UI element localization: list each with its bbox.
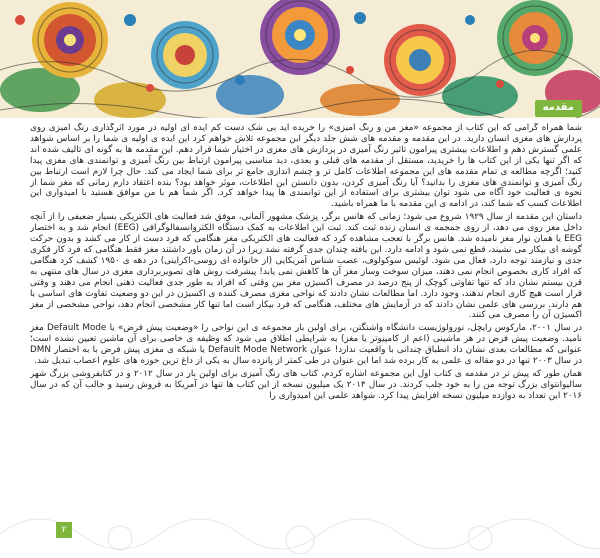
- body-paragraph: همان طور که پیش تر در مقدمه ی کتاب اول این مجموعه اشاره کردم، کتاب های رنگ آمیزی برای اولین بار در سال ۲۰۱۲ و در کتابفروشی بزرگ شهر سالیوانتوای بزرگ توجه من را به خود جلب کردند. در سال ۲۰۱۴ یک میلیون نسخه از این کتاب ها تنها در آمریکا به فروش رسید و جالب آن که در سال ۲۰۱۶ این تعداد به دوازده میلیون نسخه افزایش پیدا کرد. شواهد علمی این امیدواری را: [30, 368, 582, 401]
- body-paragraph: در سال ۲۰۰۱، مارکوس رایچل، نورولوژیست دانشگاه واشنگتن، برای اولین بار مجموعه ی این نواحی را «وضعیت پیش فرض» یا Default Mode مغز نامید. وضعیت پیش فرض در هر ماشینی (اعم از کامپیوتر یا مغز) به شرایطی اطلاق می شود که وظیفه ی خاصی برای آن ماشین تعیین نشده است؛ عنوانی که مطالعات بعدی نشان داد انطباق چندانی با واقعیت ندارد! عنوان Default Mode Network یا شبکه ی مغزی پیش فرض با به اختصار DMN در سال ۲۰۰۳ تنها در دو مقاله ی علمی به کار برده شد اما این عنوان در طی کمتر از پانزده سال به یکی از داغ ترین حوزه های علوم اعصاب تبدیل شد.: [30, 323, 582, 367]
- mandala-illustration: [0, 0, 600, 118]
- body-paragraph: داستان این مقدمه از سال ۱۹۲۹ شروع می شود؛ زمانی که هانس برگر، پزشک مشهور آلمانی، موفق شد فعالیت های الکتریکی بسیار ضعیفی را از آنچه داخل مغز روی می دهد، از روی جمجمه ی انسان زنده ثبت کند. ثبت این اطلاعات به کمک دستگاه الکتروانسفالوگرافی (EEG) انجام شد و به اختصار EEG یا همان نوار مغز نامیده شد. هانس برگر با تعجب مشاهده کرد که فعالیت های الکتریکی مغز هنگامی که فرد دست از کار می کشد و بدون حرکت گوشه ای بیکار می نشیند، قطع نمی شود و ادامه دارد. این یافته چندان جدی گرفته نشد زیرا در آن زمان باور داشتند مغز فقط هنگامی که فرد کار فکری جدی و نیازمند توجه دارد، فعال می شود. لوئیس سوکولوف، عصب شناس آمریکایی (از خانواده ای روسی-اکراینی) در دهه ی ۱۹۵۰ کشف کرد هنگامی که افراد کاری بخصوص انجام نمی دهند، میزان سوخت وساز مغز آن ها کاهش نمی یابد! پیشرفت روش های تصویربرداری مغزی در سال های منتهی به قرن بیستم نشان داد که تنها تفاوتی کوچک از پنج درصد در مصرف اکسیژن مغز بین وقتی که افراد به طور جدی فعالیت ذهنی انجام می دهند و وقتی قرار است هیچ کاری انجام ندهند، وجود دارد. اما مطالعات نشان دادند که نواحی مغزی مصرف کننده ی اکسیژن در این دو وضعیت تفاوت های اساسی با هم دارند. بررسی های علمی نشان دادند که در آزمایش های مختلف، هنگامی که فرد بیکار است اما تنها کار مشخصی انجام دهد، نواحی مشخصی از مغز اکسیژن آن را مصرف می کنند.: [30, 212, 582, 321]
- mandala-banner-illustration: [0, 0, 600, 118]
- page-number: ۲: [56, 522, 72, 538]
- article-body: [30, 123, 582, 523]
- section-heading-badge: مقدمه: [535, 100, 582, 117]
- body-paragraph: شما همراه گرامی که این کتاب از مجموعه «مغز من و رنگ آمیزی» را خریده اید بی شک دست کم ایده ای اولیه در مورد اثرگذاری رنگ آمیزی روی پردازش های مغزی انسان دارید. در این مقدمه و مقدمه های شش جلد دیگر این مجموعه تلاش خواهم کرد این ایده ی اولیه ی شما را بر اساس شواهد علمی گسترش دهم و اطلاعات بیشتری پیرامون تاثیر رنگ آمیزی در پردازش های مغزی در اختیار شما قرار دهم. این مقدمه ها به گونه ای تالیف شده اند که اگر تنها یکی از این کتاب ها را خریدید، مستقل از مقدمه های قبلی و بعدی، دید مناسبی پیرامون ارتباط بین رنگ آمیزی و توانمندی های مغزی پیدا کنید؛ اگرچه مطالعه ی تمام مقدمه های این مجموعه اطلاعات کامل تر و چشم اندازی جامع تر برای شما ایجاد می کند. حال چرا لازم است ارتباط بین رنگ آمیزی و توانمندی های مغزی را بدانید؟ آیا رنگ آمیزی کردن، بدون دانستن این اطلاعات، موثر خواهد بود؟ بنده اعتقاد دارم زمانی که مغز شما از نحوه ی فعالیت خود آگاه می شود توان بیشتری برای استفاده از این توانمندی ها پیدا خواهد کرد. اگر شما هم با من موافق هستید با امیدواری این اطلاعات کسب که شما کند، در ادامه ی این مقدمه با ما همراه باشید.: [30, 123, 582, 210]
